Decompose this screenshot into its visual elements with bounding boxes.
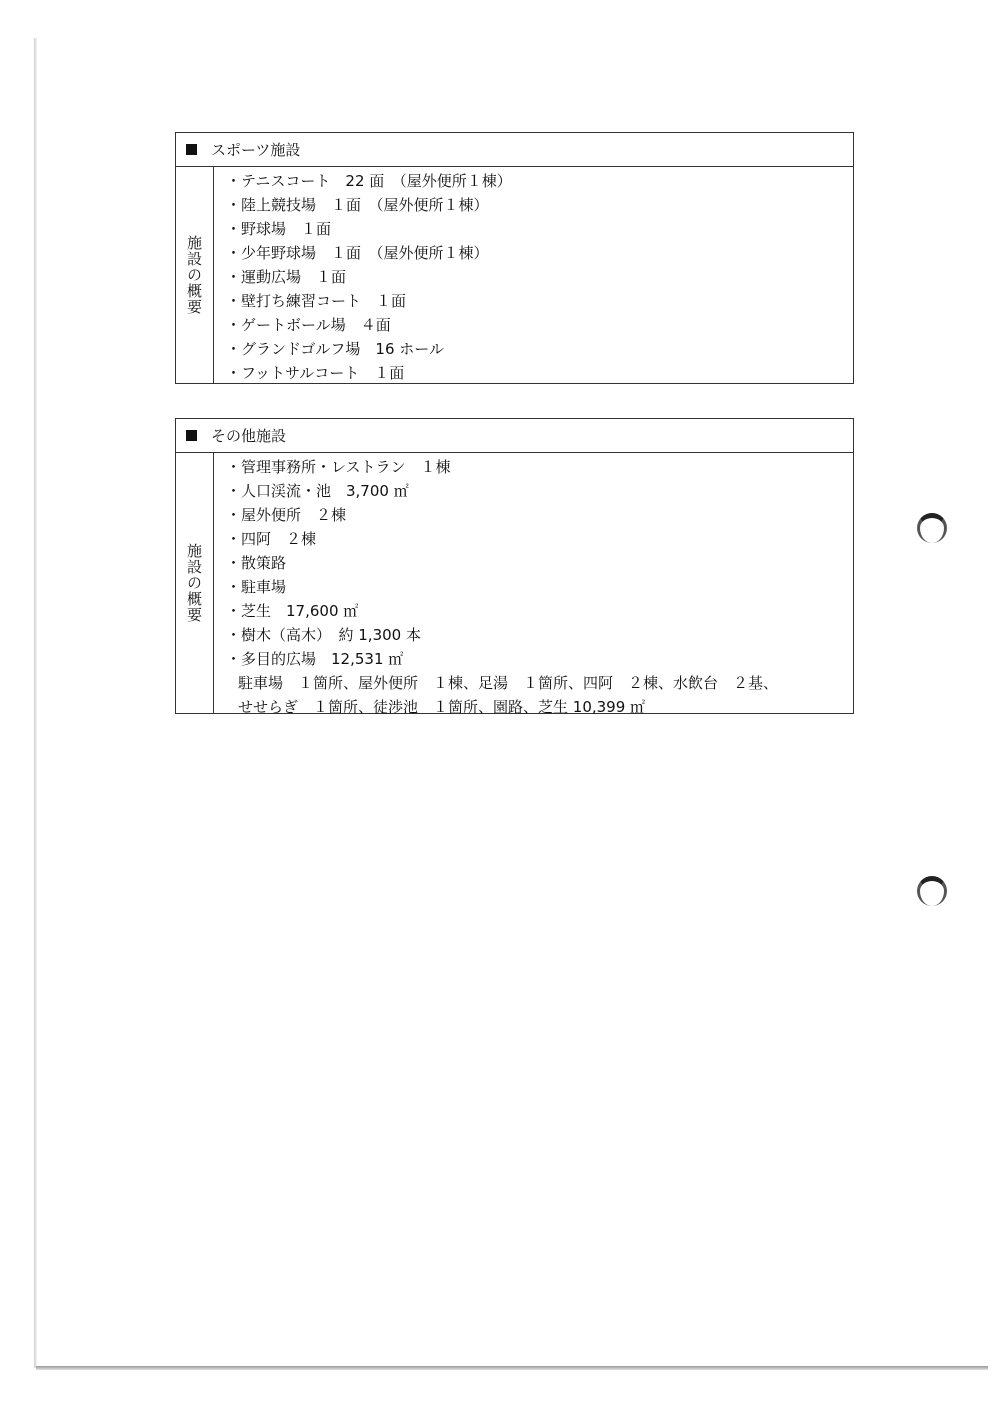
list-item: ・屋外便所 ２棟 [226,506,347,524]
other-facilities-box [175,418,854,714]
punch-hole-icon [917,876,947,906]
list-item: ・フットサルコート １面 [226,364,405,382]
list-item: ・運動広場 １面 [226,268,347,286]
plaza-detail-line: せせらぎ １箇所、徒渉池 １箇所、園路、芝生 10,399 ㎡ [238,698,646,716]
list-item: ・多目的広場 12,531 ㎡ [226,650,404,668]
other-side-label: 施設の概要 [176,453,214,713]
list-item: ・駐車場 [226,578,287,596]
list-item: ・野球場 １面 [226,220,332,238]
sports-facilities-title: スポーツ施設 [211,141,301,159]
black-square-icon [186,144,197,155]
list-item: ・少年野球場 １面 （屋外便所１棟） [226,244,489,262]
plaza-detail-line: 駐車場 １箇所、屋外便所 １棟、足湯 １箇所、四阿 ２棟、水飲台 ２基、 [238,674,779,692]
list-item: ・テニスコート 22 面 （屋外便所１棟） [226,172,512,190]
sports-side-label: 施設の概要 [176,167,214,383]
other-facilities-header [176,419,853,453]
list-item: ・陸上競技場 １面 （屋外便所１棟） [226,196,489,214]
list-item: ・管理事務所・レストラン １棟 [226,458,451,476]
other-facilities-title: その他施設 [211,427,287,445]
other-facility-list [214,453,853,716]
list-item: ・散策路 [226,554,287,572]
page-edge-left [34,38,37,1368]
sports-facilities-header [176,133,853,167]
list-item: ・壁打ち練習コート １面 [226,292,407,310]
list-item: ・ゲートボール場 ４面 [226,316,391,334]
list-item: ・四阿 ２棟 [226,530,317,548]
list-item: ・樹木（高木） 約 1,300 本 [226,626,421,644]
sports-facilities-box [175,132,854,384]
list-item: ・人口渓流・池 3,700 ㎡ [226,482,409,500]
list-item: ・グランドゴルフ場 16 ホール [226,340,444,358]
page-edge-bottom [36,1366,988,1370]
sports-facility-list [214,167,853,383]
punch-hole-icon [917,513,947,543]
black-square-icon [186,430,197,441]
list-item: ・芝生 17,600 ㎡ [226,602,359,620]
